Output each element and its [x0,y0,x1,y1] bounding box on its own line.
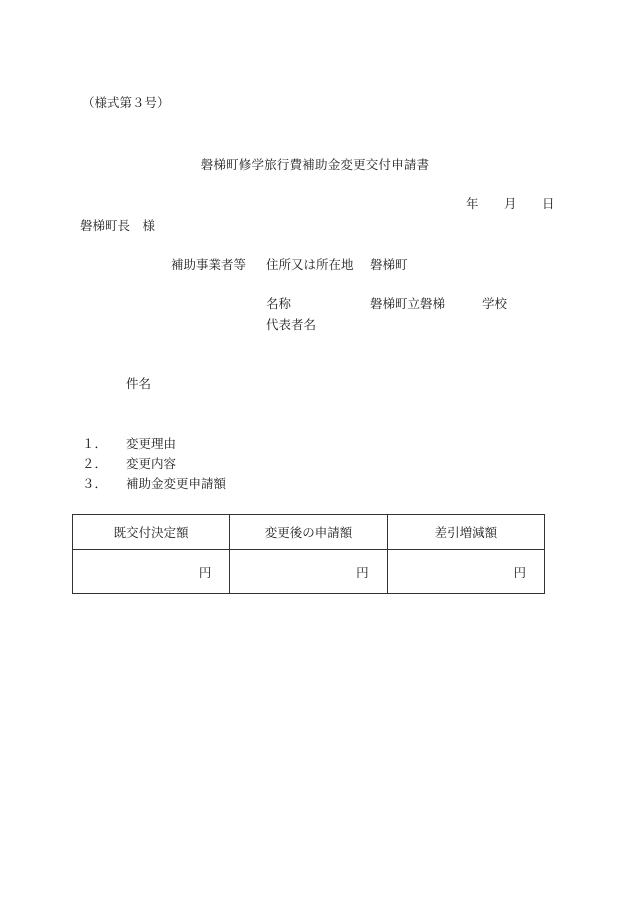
header-revised-amount: 変更後の申請額 [230,515,387,550]
list-item-number: ３． [82,476,108,491]
list-item-text: 変更理由 [126,436,177,451]
name-label: 名称 [266,296,292,311]
school-name: 磐梯町立磐梯 [370,296,446,311]
applicant-label: 補助事業者等 [171,257,247,272]
list-item-text: 変更内容 [126,456,177,471]
list-item-text: 補助金変更申請額 [126,476,227,491]
address-value: 磐梯町 [370,257,408,272]
list-item-number: ２． [82,456,108,471]
addressee: 磐梯町長 様 [80,218,156,233]
date-month-label: 月 [504,196,517,211]
form-number: （様式第３号） [82,95,170,110]
cell-revised-amount: 円 [230,550,387,594]
document-title: 磐梯町修学旅行費補助金変更交付申請書 [200,157,430,172]
table-header-row [73,515,545,550]
amount-table [72,514,545,594]
cell-existing-amount: 円 [73,550,230,594]
date-line [466,196,555,212]
cell-difference-amount: 円 [387,550,544,594]
subject-label: 件名 [126,376,152,391]
date-year-label: 年 [466,196,479,211]
school-suffix: 学校 [482,296,508,311]
table-row [73,550,545,594]
representative-label: 代表者名 [266,317,317,332]
date-day-label: 日 [542,196,555,211]
header-difference-amount: 差引増減額 [387,515,544,550]
address-label: 住所又は所在地 [266,257,354,272]
header-existing-amount: 既交付決定額 [73,515,230,550]
list-item-number: １． [82,436,108,451]
